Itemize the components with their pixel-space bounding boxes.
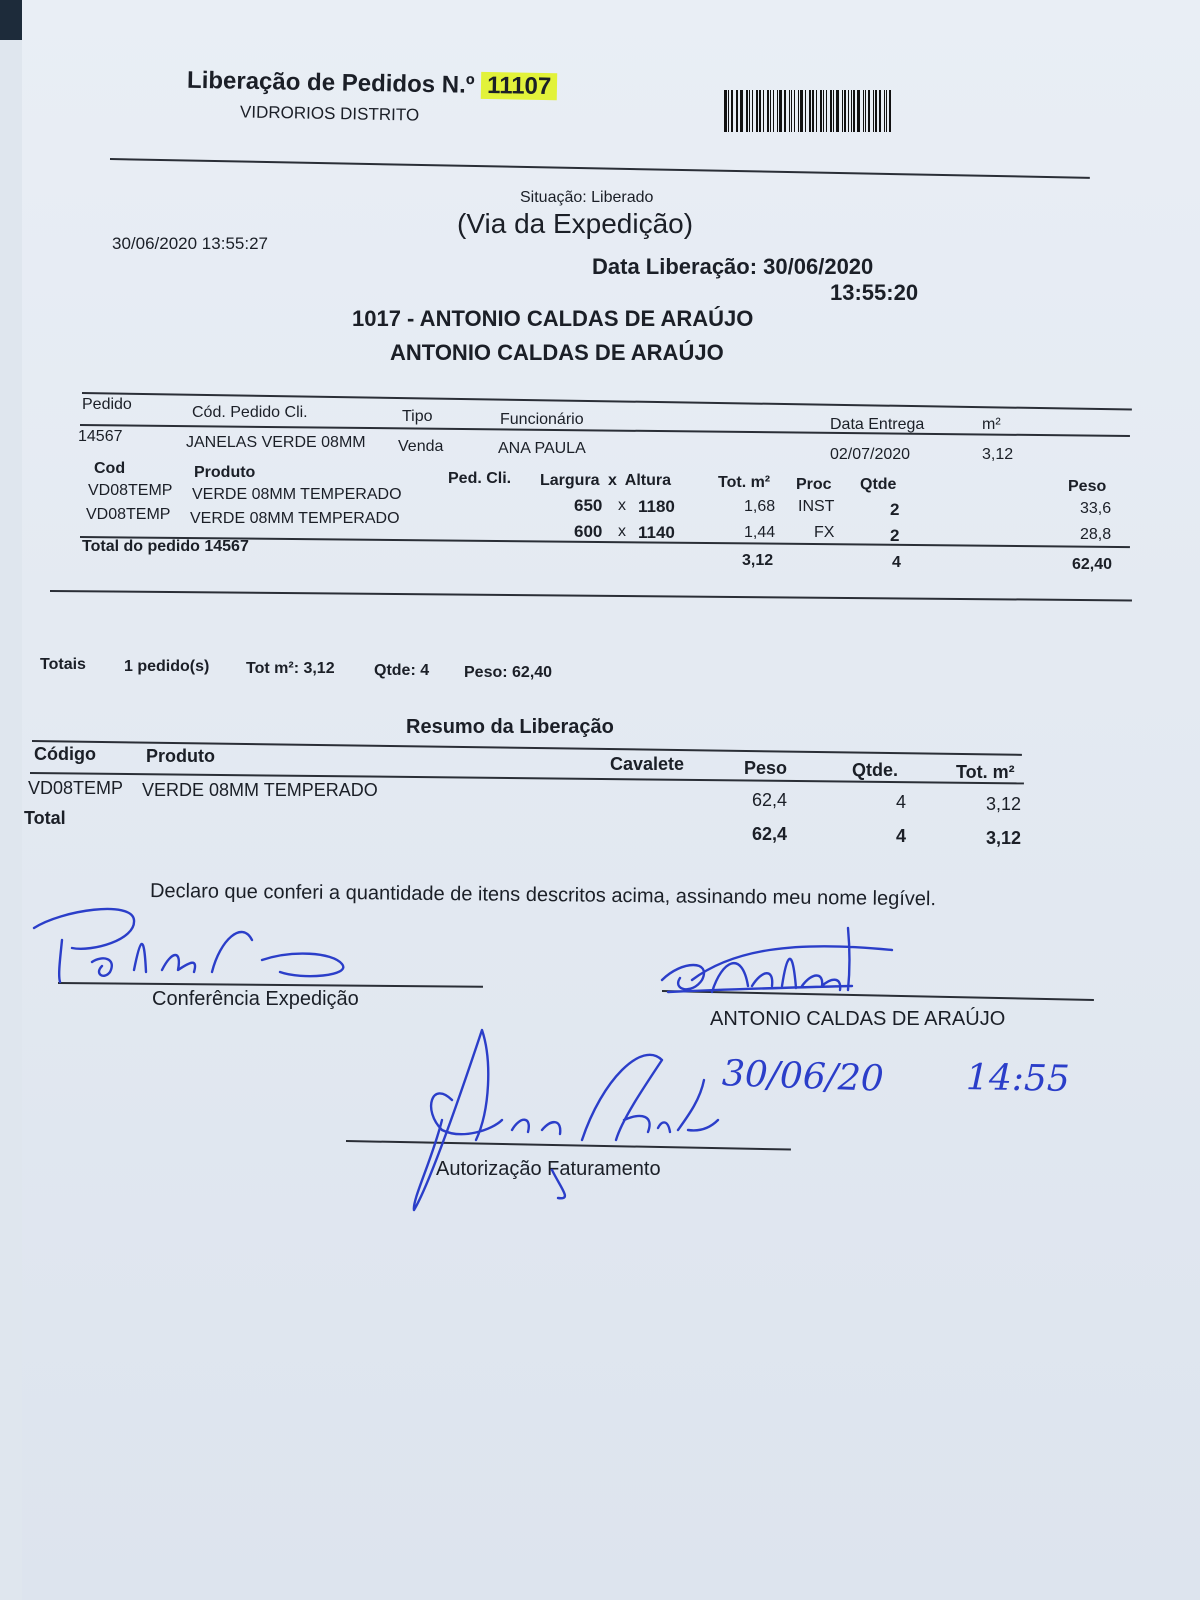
totals-pedidos: 1 pedido(s) bbox=[124, 658, 210, 675]
summary-col-peso: Peso bbox=[744, 758, 788, 778]
barcode-bar bbox=[809, 90, 811, 132]
col-m2: m² bbox=[982, 416, 1001, 433]
summary-col-produto: Produto bbox=[146, 746, 215, 766]
client-name: ANTONIO CALDAS DE ARAÚJO bbox=[390, 340, 724, 365]
barcode-bar bbox=[830, 90, 832, 132]
item-tot-m2: 1,68 bbox=[744, 498, 776, 515]
barcode-bar bbox=[737, 90, 738, 132]
summary-total-peso: 62,4 bbox=[752, 824, 788, 844]
item-col-largura-label: Largura bbox=[540, 472, 600, 489]
barcode-bar bbox=[736, 90, 737, 132]
barcode-bar bbox=[749, 90, 750, 132]
order-total-peso: 62,40 bbox=[1072, 556, 1113, 573]
order-total-label: Total do pedido 14567 bbox=[82, 538, 249, 555]
barcode bbox=[724, 90, 894, 132]
barcode-bar bbox=[740, 90, 743, 132]
item-x: x bbox=[618, 497, 626, 514]
barcode-bar bbox=[884, 90, 885, 132]
summary-codigo: VD08TEMP bbox=[28, 778, 124, 798]
document-title bbox=[187, 67, 558, 101]
barcode-bar bbox=[789, 90, 790, 132]
item-col-ped-cli: Ped. Cli. bbox=[448, 470, 512, 487]
conferencia-signature bbox=[22, 900, 382, 1000]
barcode-bar bbox=[805, 90, 806, 132]
col-pedido: Pedido bbox=[82, 396, 132, 413]
summary-tot-m2: 3,12 bbox=[986, 794, 1022, 814]
item-altura: 1180 bbox=[638, 497, 675, 516]
document-page bbox=[22, 0, 1200, 1600]
summary-col-codigo: Código bbox=[34, 744, 96, 764]
barcode-bar bbox=[724, 90, 727, 132]
order-tipo: Venda bbox=[398, 438, 444, 455]
col-tipo: Tipo bbox=[402, 408, 433, 425]
barcode-bar bbox=[746, 90, 748, 132]
barcode-bar bbox=[844, 90, 846, 132]
totals-label: Totais bbox=[40, 656, 86, 673]
item-col-x: x bbox=[608, 472, 617, 489]
item-col-cod: Cod bbox=[94, 460, 126, 477]
barcode-bar bbox=[889, 90, 891, 132]
order-table-bottom-line bbox=[50, 590, 1132, 601]
totals-m2: Tot m²: 3,12 bbox=[246, 660, 335, 677]
barcode-bar bbox=[853, 90, 855, 132]
totals-qtde: Qtde: 4 bbox=[374, 662, 430, 679]
barcode-bar bbox=[833, 90, 834, 132]
handwritten-time: 14:55 bbox=[965, 1057, 1071, 1100]
barcode-bar bbox=[826, 90, 827, 132]
order-total-qtde: 4 bbox=[892, 554, 901, 571]
barcode-bar bbox=[794, 90, 795, 132]
barcode-bar bbox=[848, 90, 849, 132]
summary-col-qtde: Qtde. bbox=[852, 760, 899, 780]
barcode-bar bbox=[784, 90, 786, 132]
summary-qtde: 4 bbox=[896, 792, 907, 812]
barcode-bar bbox=[798, 90, 799, 132]
barcode-bar bbox=[767, 90, 769, 132]
barcode-bar bbox=[763, 90, 764, 132]
item-col-tot-m2: Tot. m² bbox=[718, 474, 771, 491]
title-text: Liberação de Pedidos N.º bbox=[186, 66, 475, 99]
summary-col-cavalete: Cavalete bbox=[610, 754, 685, 774]
status-line: Situação: Liberado bbox=[520, 189, 654, 206]
order-data-entrega: 02/07/2020 bbox=[830, 446, 911, 463]
item-produto: VERDE 08MM TEMPERADO bbox=[192, 486, 402, 503]
item-peso: 33,6 bbox=[1080, 500, 1112, 517]
item-altura: 1140 bbox=[638, 523, 675, 542]
item-col-qtde: Qtde bbox=[860, 476, 897, 493]
declaration-text: Declaro que conferi a quantidade de itens descritos acima, assinando meu nome legível. bbox=[149, 880, 937, 911]
barcode-bar bbox=[863, 90, 864, 132]
item-proc: FX bbox=[814, 524, 835, 541]
barcode-bar bbox=[865, 90, 866, 132]
release-date: Data Liberação: 30/06/2020 bbox=[592, 254, 874, 279]
client-line: 1017 - ANTONIO CALDAS DE ARAÚJO bbox=[352, 306, 754, 331]
barcode-bar bbox=[728, 90, 729, 132]
item-produto: VERDE 08MM TEMPERADO bbox=[190, 510, 400, 527]
item-col-peso: Peso bbox=[1068, 478, 1107, 495]
barcode-bar bbox=[879, 90, 881, 132]
barcode-bar bbox=[820, 90, 823, 132]
barcode-bar bbox=[812, 90, 814, 132]
barcode-bar bbox=[823, 90, 824, 132]
item-cod: VD08TEMP bbox=[88, 482, 173, 499]
item-col-produto: Produto bbox=[194, 464, 256, 481]
item-tot-m2: 1,44 bbox=[744, 524, 776, 541]
summary-col-tot-m2: Tot. m² bbox=[956, 762, 1015, 782]
conferencia-label: Conferência Expedição bbox=[152, 988, 359, 1010]
order-number: 11107 bbox=[481, 72, 558, 100]
summary-title: Resumo da Liberação bbox=[406, 716, 614, 738]
client-signature-label: ANTONIO CALDAS DE ARAÚJO bbox=[710, 1008, 1006, 1030]
col-data-entrega: Data Entrega bbox=[830, 416, 925, 433]
barcode-bar bbox=[773, 90, 774, 132]
item-peso: 28,8 bbox=[1080, 526, 1112, 543]
item-x: x bbox=[618, 523, 626, 540]
item-qtde: 2 bbox=[890, 500, 900, 519]
col-cod-pedido-cli: Cód. Pedido Cli. bbox=[192, 404, 308, 421]
totals-peso: Peso: 62,40 bbox=[464, 664, 553, 681]
release-time: 13:55:20 bbox=[830, 280, 919, 305]
barcode-bar bbox=[868, 90, 870, 132]
item-largura: 650 bbox=[574, 496, 603, 515]
summary-total-tot-m2: 3,12 bbox=[986, 828, 1022, 848]
barcode-bar bbox=[791, 90, 793, 132]
barcode-bar bbox=[836, 90, 839, 132]
summary-produto: VERDE 08MM TEMPERADO bbox=[142, 780, 378, 800]
handwritten-date: 30/06/20 bbox=[721, 1053, 885, 1100]
item-col-proc: Proc bbox=[796, 476, 832, 493]
client-signature bbox=[652, 920, 912, 1020]
order-funcionario: ANA PAULA bbox=[498, 440, 586, 457]
order-m2: 3,12 bbox=[982, 446, 1014, 463]
barcode-bar bbox=[873, 90, 874, 132]
header-divider bbox=[110, 158, 1090, 179]
summary-peso: 62,4 bbox=[752, 790, 788, 810]
item-proc: INST bbox=[798, 498, 835, 515]
order-cod-pedido-cli: JANELAS VERDE 08MM bbox=[186, 434, 366, 451]
barcode-bar bbox=[779, 90, 782, 132]
item-col-altura: Altura bbox=[624, 472, 672, 489]
company-name: VIDRORIOS DISTRITO bbox=[239, 102, 420, 125]
barcode-bar bbox=[752, 90, 753, 132]
barcode-bar bbox=[756, 90, 758, 132]
summary-total-label: Total bbox=[24, 808, 66, 828]
order-total-m2: 3,12 bbox=[742, 552, 774, 569]
barcode-bar bbox=[770, 90, 771, 132]
barcode-bar bbox=[886, 90, 887, 132]
item-qtde: 2 bbox=[890, 526, 900, 545]
barcode-bar bbox=[816, 90, 817, 132]
item-largura: 600 bbox=[574, 522, 603, 541]
autorizacao-signature bbox=[392, 1020, 732, 1220]
barcode-bar bbox=[777, 90, 778, 132]
barcode-bar bbox=[800, 90, 803, 132]
item-col-largura bbox=[540, 472, 671, 490]
item-cod: VD08TEMP bbox=[86, 506, 171, 523]
barcode-bar bbox=[759, 90, 762, 132]
barcode-bar bbox=[851, 90, 852, 132]
col-funcionario: Funcionário bbox=[500, 411, 584, 428]
barcode-bar bbox=[857, 90, 860, 132]
summary-total-qtde: 4 bbox=[896, 826, 907, 846]
barcode-bar bbox=[731, 90, 733, 132]
barcode-bar bbox=[875, 90, 878, 132]
barcode-bar bbox=[842, 90, 843, 132]
via-label: (Via da Expedição) bbox=[457, 208, 694, 239]
autorizacao-label: Autorização Faturamento bbox=[436, 1158, 661, 1180]
printed-at: 30/06/2020 13:55:27 bbox=[112, 234, 268, 253]
order-pedido: 14567 bbox=[78, 428, 123, 445]
